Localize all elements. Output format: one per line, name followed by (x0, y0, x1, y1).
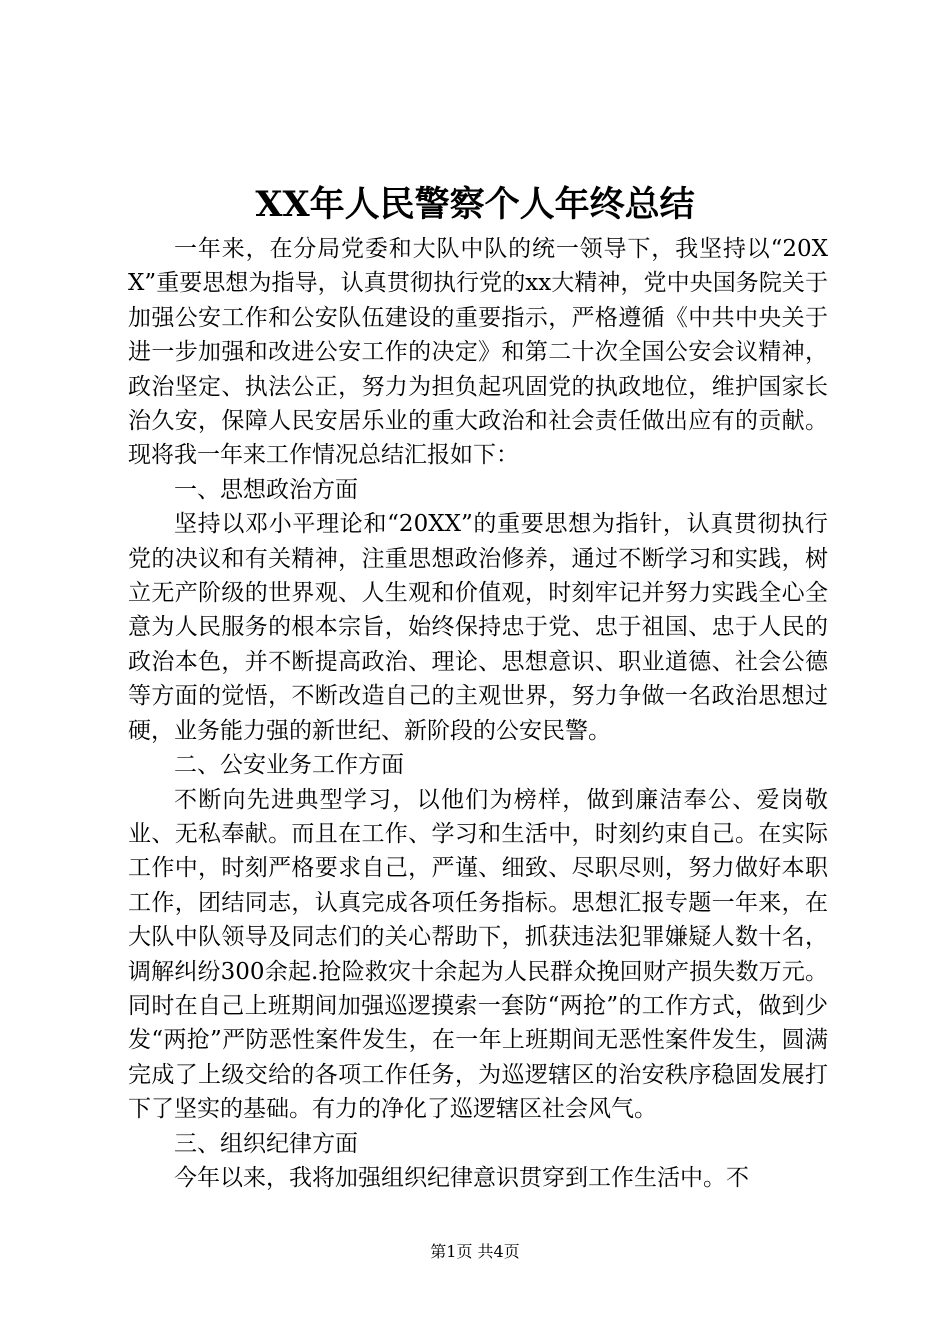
discipline-paragraph: 今年以来，我将加强组织纪律意识贯穿到工作生活中。不 (174, 1164, 749, 1191)
document-title: XX年人民警察个人年终总结 (255, 184, 695, 225)
section-heading-discipline: 三、组织纪律方面 (174, 1130, 358, 1157)
police-work-paragraph: 不断向先进典型学习，以他们为榜样，做到廉洁奉公、爱岗敬业、无私奉献。而且在工作、学习和生活中，时刻约束自己。在实际工作中，时刻严格要求自己，严谨、细致、尽职尽则，努力做好本职工作，团结同志，认真完成各项任务指标。思想汇报专题一年来，在大队中队领导及同志们的关心帮助下，抓获违法犯罪嫌疑人数十名，调解纠纷300余起.抢险救灾十余起为人民群众挽回财产损失数万元。同时在自己上班期间加强巡逻摸索一套防“两抢”的工作方式，做到少发“两抢”严防恶性案件发生，在一年上班期间无恶性案件发生，圆满完成了上级交给的各项工作任务，为巡逻辖区的治安秩序稳固发展打下了坚实的基础。有力的净化了巡逻辖区社会风气。 (128, 786, 828, 1123)
page-number-footer: 第1页 共4页 (430, 1242, 520, 1261)
intro-paragraph: 一年来，在分局党委和大队中队的统一领导下，我坚持以“20XX”重要思想为指导，认真贯彻执行党的xx大精神，党中央国务院关于加强公安工作和公安队伍建设的重要指示，严格遵循《中共中央关于进一步加强和改进公安工作的决定》和第二十次全国公安会议精神，政治坚定、执法公正，努力为担负起巩固党的执政地位，维护国家长治久安，保障人民安居乐业的重大政治和社会责任做出应有的贡献。现将我一年来工作情况总结汇报如下： (128, 236, 828, 469)
section-heading-police-work: 二、公安业务工作方面 (174, 752, 404, 779)
political-paragraph: 坚持以邓小平理论和“20XX”的重要思想为指针，认真贯彻执行党的决议和有关精神，注重思想政治修养，通过不断学习和实践，树立无产阶级的世界观、人生观和价值观，时刻牢记并努力实践全心全意为人民服务的根本宗旨，始终保持忠于党、忠于祖国、忠于人民的政治本色，并不断提高政治、理论、思想意识、职业道德、社会公德等方面的觉悟，不断改造自己的主观世界，努力争做一名政治思想过硬，业务能力强的新世纪、新阶段的公安民警。 (128, 511, 828, 744)
document-body (128, 232, 828, 1195)
section-heading-political: 一、思想政治方面 (174, 476, 358, 503)
